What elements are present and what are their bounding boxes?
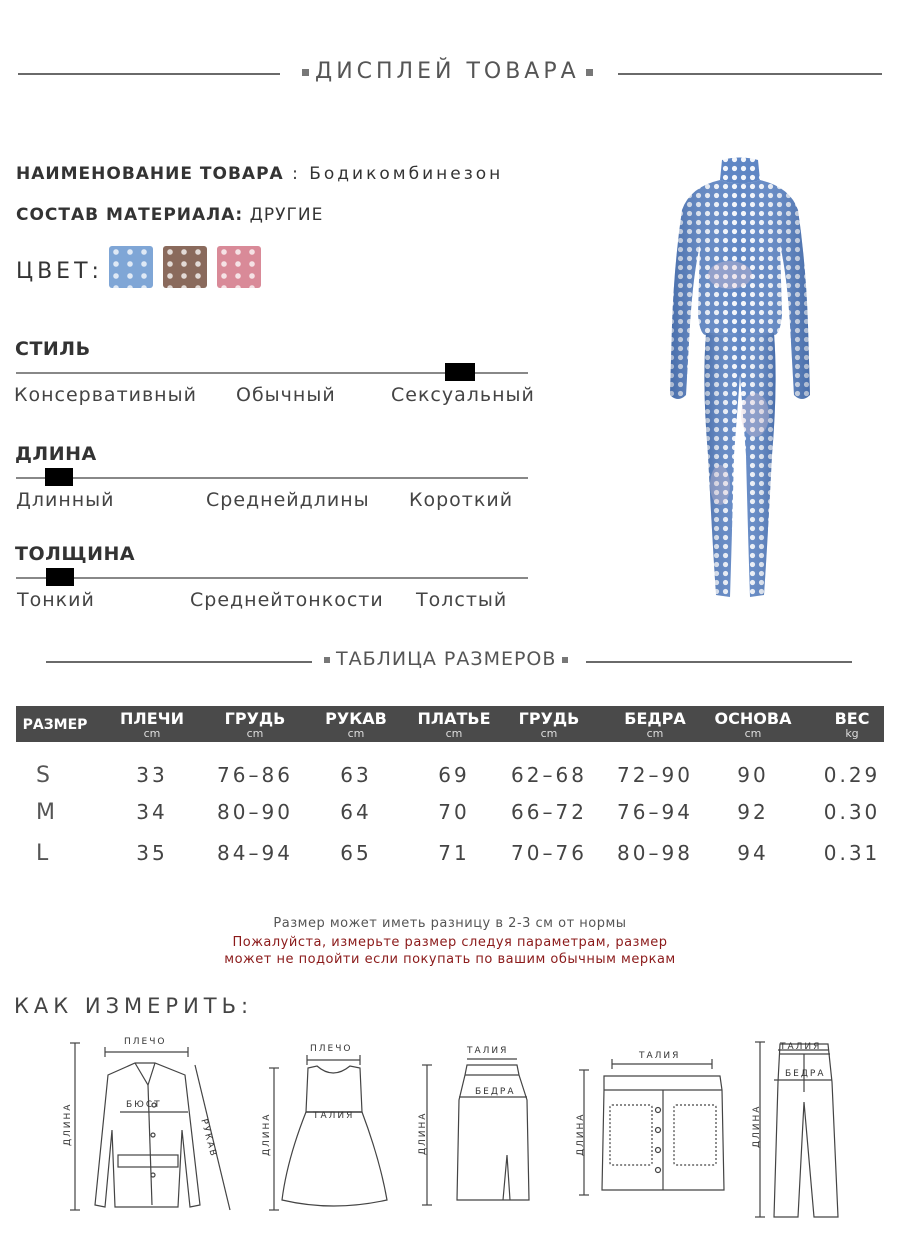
size-rule-right [586,661,852,663]
skirt-diagram [415,1045,545,1215]
size-table-header [16,706,884,742]
bullet-square-icon [324,657,330,663]
header-rule-left [18,73,280,75]
jacket-sleeve-label: РУКАВ [198,1118,219,1159]
measure-warning-line1: Пожалуйста, измерьте размер следуя параметрам, размер [232,935,668,950]
scale-option-length: Короткий [409,489,514,511]
table-cell: 62–68 [511,763,587,787]
bullet-square-icon [586,69,593,76]
product-image [640,155,840,610]
pants-diagram [748,1032,858,1224]
table-cell: 84–94 [217,841,293,865]
scale-label-thickness: ТОЛЩИНА [15,543,136,565]
scale-track-thickness [16,577,528,579]
header-unit: cm [540,727,558,740]
size-note: Размер может иметь разницу в 2-3 см от нормы [273,916,627,931]
table-cell: 70–76 [511,841,587,865]
header-name: РАЗМЕР [22,717,88,733]
header-unit: cm [347,727,365,740]
table-cell: 0.31 [823,841,881,865]
dress-shoulder-label: ПЛЕЧО [310,1044,353,1054]
table-cell: 64 [340,800,372,824]
table-header-cell [225,706,286,742]
table-header-cell [835,706,870,742]
pants-waist-label: ТАЛИЯ [780,1042,822,1052]
dress-waist-label: ТАЛИЯ [313,1111,355,1121]
table-cell: 80–90 [217,800,293,824]
table-cell: 76–94 [617,800,693,824]
table-cell: 66–72 [511,800,587,824]
scale-label-style: СТИЛЬ [15,338,91,360]
size-rule-left [46,661,312,663]
jacket-bust-label: БЮСТ [126,1100,162,1110]
table-cell: 69 [438,763,470,787]
header-name: ОСНОВА [714,709,792,728]
scale-label-length: ДЛИНА [15,443,97,465]
header-name: ПЛЕЧИ [120,709,184,728]
pants-length-label: ДЛИНА [752,1104,762,1148]
table-header-cell [417,706,490,742]
color-swatch[interactable] [163,246,207,288]
table-cell: 63 [340,763,372,787]
scale-option-style: Сексуальный [391,384,535,406]
header-unit: cm [445,727,463,740]
scale-option-thickness: Толстый [416,589,508,611]
bullet-square-icon [302,69,309,76]
header-unit: cm [744,727,762,740]
section-title-size [318,648,574,670]
material-line [16,205,323,225]
scale-marker-length [45,468,73,486]
size-label-cell: M [36,800,55,825]
header-name: БЕДРА [624,709,686,728]
header-unit: cm [143,727,161,740]
header-name: ГРУДЬ [224,709,286,728]
skirt-length-label: ДЛИНА [418,1111,428,1155]
section-title-display [296,59,599,84]
skirt-hips-label: БЕДРА [475,1087,516,1097]
skirt-waist-label: ТАЛИЯ [467,1046,509,1056]
dress-diagram [262,1050,392,1215]
product-name-value: : Бодикомбинезон [283,164,504,184]
scale-option-style: Консервативный [14,384,197,406]
table-cell: 33 [136,763,168,787]
size-label-cell: S [36,763,50,788]
scale-track-length [16,477,528,479]
material-label: СОСТАВ МАТЕРИАЛА: [16,205,244,225]
color-swatch[interactable] [217,246,261,288]
table-cell: 35 [136,841,168,865]
product-name-label: НАИМЕНОВАНИЕ ТОВАРА [16,164,284,184]
scale-option-length: Длинный [16,489,115,511]
header-unit: cm [646,727,664,740]
table-header-cell [23,706,88,742]
color-label: ЦВЕТ: [16,259,103,284]
scale-option-length: Среднейдлины [206,489,370,511]
size-label-cell: L [36,841,49,866]
table-cell: 0.30 [823,800,881,824]
table-cell: 34 [136,800,168,824]
header-unit: cm [246,727,264,740]
table-header-cell [624,706,685,742]
header-name: РУКАВ [325,709,387,728]
display-title: ДИСПЛЕЙ ТОВАРА [315,59,580,84]
table-header-cell [715,706,792,742]
table-cell: 70 [438,800,470,824]
table-cell: 80–98 [617,841,693,865]
measure-warning-line2: может не подойти если покупать по вашим обычным меркам [224,952,676,967]
header-unit: kg [845,727,859,740]
table-cell: 76–86 [217,763,293,787]
header-name: ВЕС [834,709,870,728]
jacket-length-label: ДЛИНА [63,1102,73,1146]
size-table-title: ТАБЛИЦА РАЗМЕРОВ [336,648,557,670]
table-cell: 94 [737,841,769,865]
table-cell: 92 [737,800,769,824]
scale-option-thickness: Среднейтонкости [190,589,384,611]
material-value: ДРУГИЕ [243,205,324,225]
table-header-cell [120,706,184,742]
pants-hips-label: БЕДРА [785,1069,826,1079]
shorts-diagram [572,1050,732,1200]
table-header-cell [519,706,580,742]
shorts-length-label: ДЛИНА [576,1112,586,1156]
scale-option-style: Обычный [236,384,336,406]
color-swatch[interactable] [109,246,153,288]
table-cell: 72–90 [617,763,693,787]
product-name-line [16,164,503,184]
scale-marker-thickness [46,568,74,586]
bullet-square-icon [562,657,568,663]
header-name: ГРУДЬ [518,709,580,728]
how-to-measure-title: КАК ИЗМЕРИТЬ: [14,994,254,1018]
table-cell: 0.29 [823,763,881,787]
table-cell: 90 [737,763,769,787]
shorts-waist-label: ТАЛИЯ [639,1051,681,1061]
jacket-shoulder-label: ПЛЕЧО [124,1037,167,1047]
table-header-cell [325,706,387,742]
scale-option-thickness: Тонкий [17,589,95,611]
dress-length-label: ДЛИНА [262,1112,272,1156]
scale-marker-style [445,363,475,381]
header-rule-right [618,73,882,75]
table-cell: 71 [438,841,470,865]
table-cell: 65 [340,841,372,865]
header-name: ПЛАТЬЕ [417,709,491,728]
